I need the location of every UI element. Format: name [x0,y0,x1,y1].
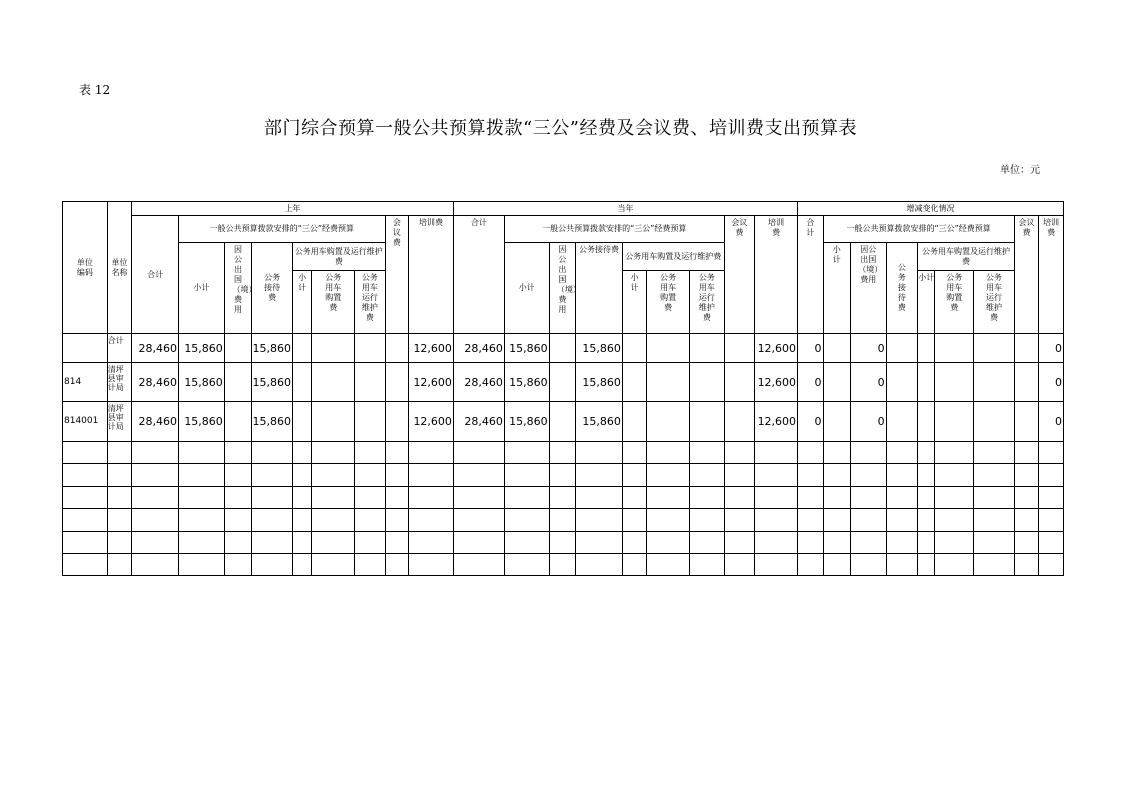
table-row-empty [63,554,1064,576]
header-curr-subtotal: 小计 [504,243,549,334]
cell-value [622,363,646,402]
header-prev-meeting: 会议费 [385,216,408,334]
cell-value: 15,860 [179,363,225,402]
header-prev-sangong: 一般公共预算拨款安排的“三公”经费预算 [179,216,386,243]
cell-value [385,334,408,363]
cell-value [974,334,1015,363]
table-row-empty [63,532,1064,554]
cell-value: 28,460 [453,334,504,363]
cell-value: 0 [1039,363,1064,402]
header-chg-meeting: 会议费 [1014,216,1038,334]
cell-value [918,402,935,442]
header-curr-vehicle-subtotal: 小计 [622,271,646,334]
header-prev-vehicle-purchase: 公务用车购置费 [312,271,355,334]
header-curr-vehicle-purchase: 公务用车购置费 [647,271,690,334]
cell-value: 15,860 [504,363,549,402]
header-curr-total: 合计 [453,216,504,334]
cell-value [224,363,251,402]
cell-value: 15,860 [252,363,293,402]
header-curr-sangong: 一般公共预算拨款安排的“三公”经费预算 [504,216,724,243]
header-change: 增减变化情况 [798,202,1064,216]
cell-value: 15,860 [504,402,549,442]
table-row [63,402,1064,442]
cell-value [355,334,386,363]
cell-value [312,363,355,402]
cell-value [918,334,935,363]
cell-value [724,402,755,442]
table-row [63,334,1064,363]
cell-value: 15,860 [576,334,623,363]
cell-value [1014,334,1038,363]
cell-value [647,402,690,442]
cell-value [886,402,918,442]
cell-value [622,402,646,442]
cell-value [385,363,408,402]
cell-value [886,334,918,363]
cell-value: 12,600 [409,363,454,402]
header-prev-reception: 公务接待费 [252,243,293,334]
cell-value: 0 [850,334,886,363]
table-row [63,363,1064,402]
cell-value [312,402,355,442]
cell-name: 清坪县审计局 [107,363,131,402]
cell-value: 15,860 [576,402,623,442]
table-number: 表 12 [79,83,111,97]
cell-code [63,334,108,363]
header-chg-subtotal: 小计 [823,243,850,334]
cell-value [823,402,850,442]
table-row-empty [63,509,1064,532]
cell-value: 15,860 [179,402,225,442]
cell-value: 0 [1039,402,1064,442]
cell-code: 814001 [63,402,108,442]
cell-value [622,334,646,363]
header-prev-vehicle-subtotal: 小计 [293,271,312,334]
cell-value: 15,860 [576,363,623,402]
header-chg-training: 培训费 [1039,216,1064,334]
budget-table [62,201,1064,576]
unit-label: 单位：元 [1000,165,1040,176]
cell-value [293,334,312,363]
cell-value [935,402,974,442]
header-curr-abroad: 因公出国（境）费用 [549,243,575,334]
header-curr-year: 当年 [453,202,797,216]
cell-value: 15,860 [252,402,293,442]
page-title: 部门综合预算一般公共预算拨款“三公”经费及会议费、培训费支出预算表 [264,118,857,139]
cell-value: 0 [798,363,823,402]
cell-value [1014,402,1038,442]
cell-value [293,363,312,402]
cell-value [549,363,575,402]
header-prev-vehicle-operation: 公务用车运行维护费 [355,271,386,334]
header-chg-sangong: 一般公共预算拨款安排的“三公”经费预算 [823,216,1014,243]
cell-value [886,363,918,402]
header-chg-vehicle: 公务用车购置及运行维护费 [918,243,1015,271]
cell-value [690,334,725,363]
header-unit-code: 单位编码 [63,202,108,334]
cell-value [647,334,690,363]
cell-value: 0 [850,363,886,402]
header-prev-abroad: 因公出国（境）费用 [224,243,251,334]
cell-value: 12,600 [755,402,798,442]
cell-value: 12,600 [755,363,798,402]
cell-value [647,363,690,402]
cell-value: 28,460 [453,402,504,442]
cell-value: 0 [798,334,823,363]
header-unit-name: 单位名称 [107,202,131,334]
header-prev-year: 上年 [132,202,454,216]
cell-value [724,363,755,402]
header-prev-total: 合计 [132,216,179,334]
cell-value [355,363,386,402]
cell-value: 28,460 [132,334,179,363]
cell-value: 28,460 [132,402,179,442]
cell-value [823,363,850,402]
table-row-empty [63,487,1064,509]
header-curr-vehicle: 公务用车购置及运行维护费 [622,243,724,271]
table-row-empty [63,442,1064,464]
cell-value [312,334,355,363]
header-chg-vehicle-subtotal: 小计 [918,271,935,334]
cell-value [690,363,725,402]
cell-value: 0 [798,402,823,442]
cell-value: 15,860 [252,334,293,363]
cell-value: 0 [1039,334,1064,363]
cell-value: 15,860 [179,334,225,363]
cell-value [385,402,408,442]
cell-value [974,402,1015,442]
cell-value: 15,860 [504,334,549,363]
cell-name: 合计 [107,334,131,363]
header-prev-vehicle: 公务用车购置及运行维护费 [293,243,386,271]
cell-value [690,402,725,442]
cell-value [224,334,251,363]
header-chg-vehicle-purchase: 公务用车购置费 [935,271,974,334]
cell-value: 12,600 [755,334,798,363]
header-chg-abroad: 因公出国（境）费用 [850,243,886,334]
header-curr-training: 培训费 [755,216,798,334]
header-prev-subtotal: 小计 [179,243,225,334]
cell-value [724,334,755,363]
cell-value [224,402,251,442]
cell-value [355,402,386,442]
cell-value: 28,460 [453,363,504,402]
cell-code: 814 [63,363,108,402]
header-chg-total: 合计 [798,216,823,334]
cell-value [974,363,1015,402]
cell-value [293,402,312,442]
cell-value: 12,600 [409,334,454,363]
cell-value [918,363,935,402]
cell-value: 12,600 [409,402,454,442]
cell-value [935,363,974,402]
cell-value [935,334,974,363]
cell-value [549,334,575,363]
cell-value [549,402,575,442]
header-chg-reception: 公务接待费 [886,243,918,334]
cell-value: 0 [850,402,886,442]
header-prev-training: 培训费 [409,216,454,334]
header-curr-reception: 公务接待费 [576,243,623,334]
cell-value [1014,363,1038,402]
cell-name: 清坪县审计局 [107,402,131,442]
cell-value [823,334,850,363]
header-curr-meeting: 会议费 [724,216,755,334]
cell-value: 28,460 [132,363,179,402]
header-chg-vehicle-operation: 公务用车运行维护费 [974,271,1015,334]
header-curr-vehicle-operation: 公务用车运行维护费 [690,271,725,334]
table-row-empty [63,464,1064,487]
